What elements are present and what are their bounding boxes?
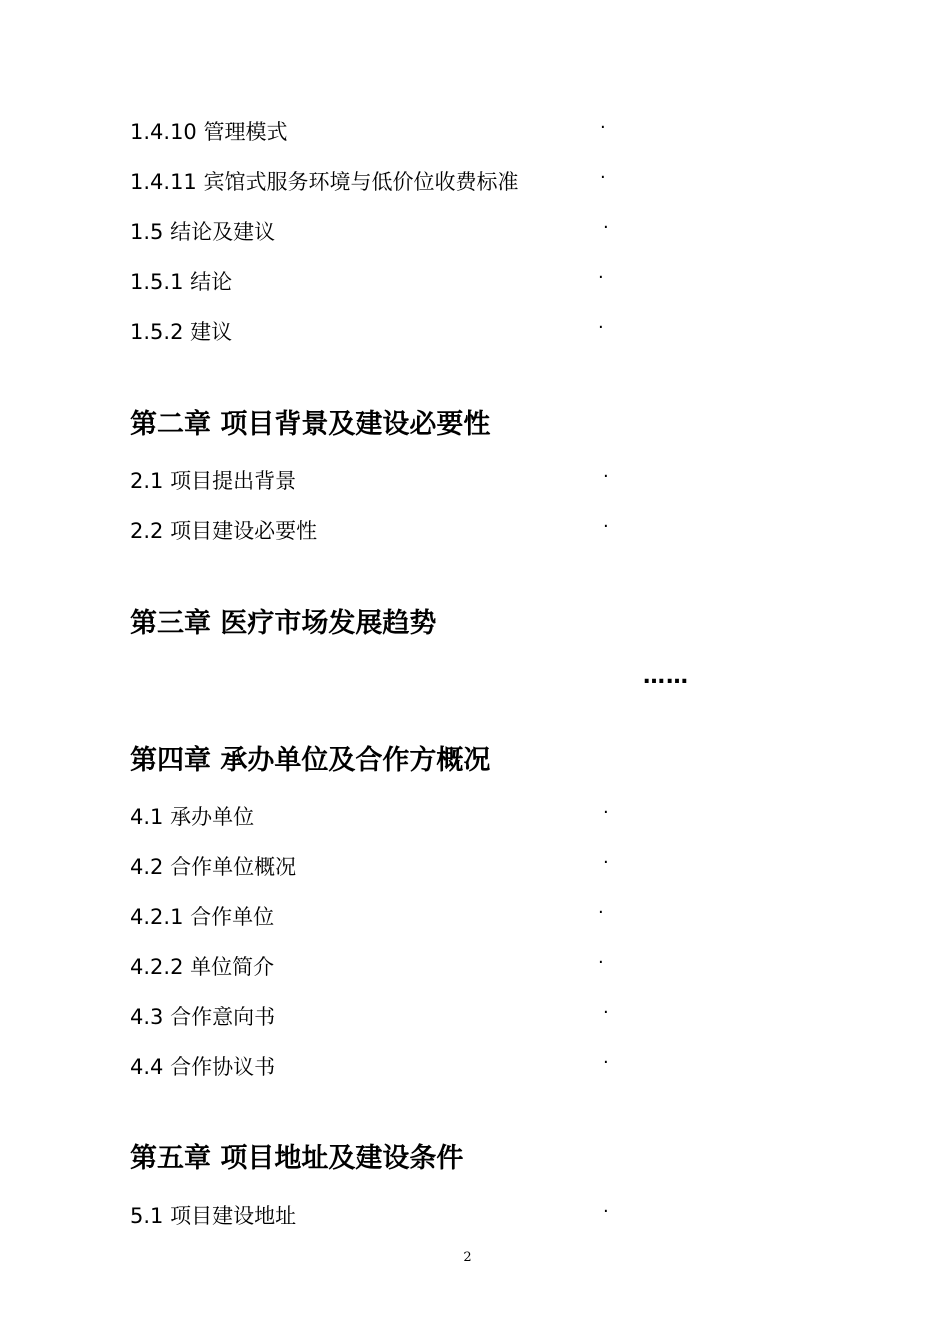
toc-entry-1-5[interactable] (130, 215, 630, 249)
toc-entry-label: 1.5.2 建议 (130, 320, 233, 344)
toc-page-dot: · (603, 852, 609, 873)
toc-entry-label: 1.4.10 管理模式 (130, 120, 288, 144)
toc-entry-2-1[interactable] (130, 464, 630, 498)
toc-entry-2-2[interactable] (130, 514, 630, 548)
toc-page-dot: · (603, 217, 609, 238)
toc-page-dot: · (603, 466, 609, 487)
toc-entry-1-4-11[interactable] (130, 165, 630, 199)
toc-entry-label: 2.1 项目提出背景 (130, 469, 297, 493)
chapter-3-ellipsis: …… (643, 664, 689, 689)
toc-page-dot: · (603, 802, 609, 823)
chapter-5-heading[interactable]: 第五章 项目地址及建设条件 (130, 1143, 464, 1174)
toc-entry-4-1[interactable] (130, 800, 630, 834)
toc-entry-1-5-2[interactable] (130, 315, 630, 349)
chapter-2-heading[interactable]: 第二章 项目背景及建设必要性 (130, 409, 491, 440)
toc-entry-5-1[interactable] (130, 1199, 630, 1233)
toc-page-dot: · (598, 317, 604, 338)
toc-entry-label: 4.3 合作意向书 (130, 1005, 276, 1029)
page-number: 2 (463, 1250, 472, 1265)
toc-page-dot: · (603, 1052, 609, 1073)
toc-page-dot: · (598, 902, 604, 923)
toc-entry-label: 4.2 合作单位概况 (130, 855, 297, 879)
toc-entry-4-4[interactable] (130, 1050, 630, 1084)
toc-entry-4-2-1[interactable] (130, 900, 630, 934)
toc-entry-label: 4.4 合作协议书 (130, 1055, 276, 1079)
toc-page-dot: · (600, 167, 606, 188)
toc-entry-label: 1.4.11 宾馆式服务环境与低价位收费标准 (130, 170, 519, 194)
toc-entry-4-2[interactable] (130, 850, 630, 884)
toc-entry-label: 4.2.2 单位简介 (130, 955, 275, 979)
toc-entry-label: 4.1 承办单位 (130, 805, 255, 829)
toc-entry-4-3[interactable] (130, 1000, 630, 1034)
toc-entry-label: 5.1 项目建设地址 (130, 1204, 297, 1228)
toc-entry-label: 1.5.1 结论 (130, 270, 233, 294)
toc-entry-label: 4.2.1 合作单位 (130, 905, 275, 929)
toc-entry-label: 2.2 项目建设必要性 (130, 519, 318, 543)
toc-entry-1-4-10[interactable] (130, 115, 630, 149)
toc-entry-4-2-2[interactable] (130, 950, 630, 984)
toc-page-dot: · (598, 952, 604, 973)
chapter-3-heading[interactable]: 第三章 医疗市场发展趋势 (130, 608, 437, 639)
toc-page-dot: · (603, 516, 609, 537)
toc-page-dot: · (603, 1002, 609, 1023)
chapter-4-heading[interactable]: 第四章 承办单位及合作方概况 (130, 745, 491, 776)
toc-entry-1-5-1[interactable] (130, 265, 630, 299)
toc-entry-label: 1.5 结论及建议 (130, 220, 276, 244)
toc-page-dot: · (600, 117, 606, 138)
toc-page-dot: · (598, 267, 604, 288)
toc-page-dot: · (603, 1201, 609, 1222)
